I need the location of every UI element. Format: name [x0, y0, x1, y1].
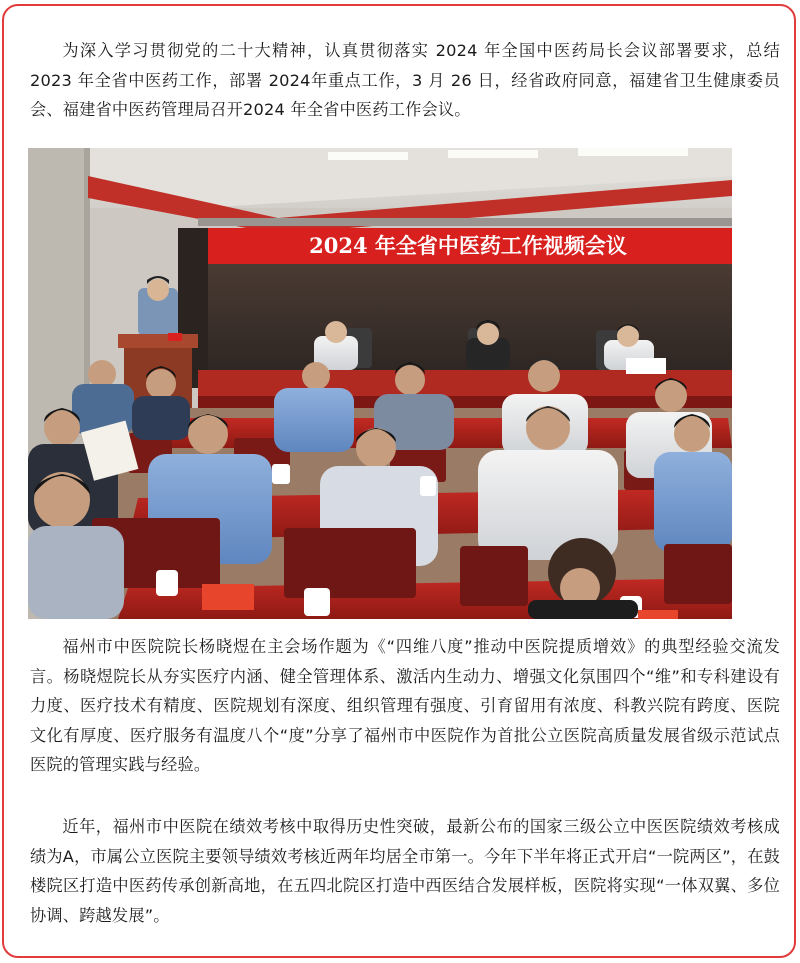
- banner-title: 2024 年全省中医药工作视频会议: [309, 233, 627, 258]
- achievement-paragraph: 近年，福州市中医院在绩效考核中取得历史性突破，最新公布的国家三级公立中医医院绩效考核成绩为A，市属公立医院主要领导绩效考核近两年均居全市第一。今年下半年将正式开启“一院两区”，在鼓楼院区打造中医药传承创新高地，在五四北院区打造中西医结合发展样板，医院将实现“一体双翼、多位协调、跨越发展”。: [30, 817, 780, 925]
- intro-paragraph: 为深入学习贯彻党的二十大精神，认真贯彻落实 2024 年全国中医药局长会议部署要求，总结 2023 年全省中医药工作，部署 2024年重点工作，3 月 26 日，经省政府同意，福建省卫生健康委员会、福建省中医药管理局召开2024 年全省中医药工作会议。: [30, 41, 780, 119]
- article-card: [2, 4, 796, 958]
- meeting-photo: [28, 148, 732, 619]
- speech-paragraph: 福州市中医院院长杨晓煜在主会场作题为《“四维八度”推动中医院提质增效》的典型经验交流发言。杨晓煜院长从夯实医疗内涵、健全管理体系、激活内生动力、增强文化氛围四个“维”和专科建设有力度、医疗技术有精度、医院规划有深度、组织管理有强度、引育留用有浓度、科教兴院有跨度、医院文化有厚度、医疗服务有温度八个“度”分享了福州市中医院作为首批公立医院高质量发展省级示范试点医院的管理实践与经验。: [30, 637, 780, 774]
